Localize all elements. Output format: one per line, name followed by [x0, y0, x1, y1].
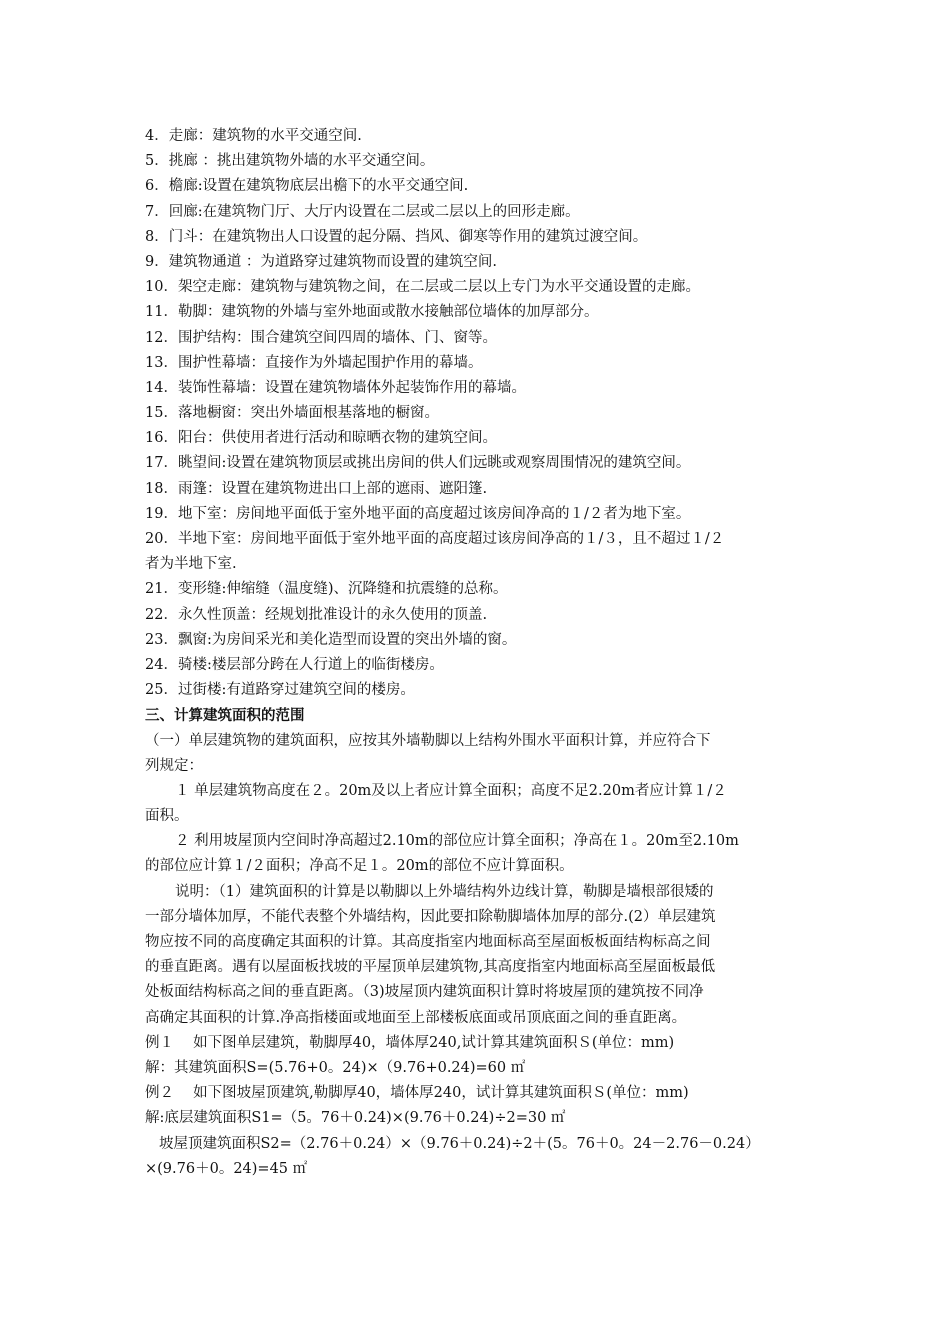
definition-item-21: 21．变形缝:伸缩缝（温度缝)、沉降缝和抗震缝的总称。 — [145, 581, 508, 598]
definition-item-25: 25．过街楼:有道路穿过建筑空间的楼房。 — [145, 682, 415, 699]
document-page — [145, 124, 810, 1182]
definition-item-14: 14．装饰性幕墙：设置在建筑物墙体外起装饰作用的幕墙。 — [145, 379, 526, 396]
explanation-line-3: 物应按不同的高度确定其面积的计算。其高度指室内地面标高至屋面板板面结构标高之间 — [145, 934, 711, 950]
definition-item-23: 23．飘窗:为房间采光和美化造型而设置的突出外墙的窗。 — [145, 631, 517, 648]
definition-item-10: 10．架空走廊：建筑物与建筑物之间，在二层或二层以上专门为水平交通设置的走廊。 — [145, 279, 700, 296]
definition-item-18: 18．雨篷：设置在建筑物进出口上部的遮雨、遮阳篷. — [145, 480, 488, 497]
definition-item-13: 13．围护性幕墙：直接作为外墙起围护作用的幕墙。 — [145, 354, 483, 371]
example-2-answer-line-2: 坡屋顶建筑面积S2=（2.76＋0.24）×（9.76＋0.24)÷2＋(5。76＋0。24－2.76－0.24） — [159, 1135, 760, 1152]
definition-item-5: 5．挑廊 ：挑出建筑物外墙的水平交通空间。 — [145, 153, 435, 170]
definition-item-20: 20．半地下室：房间地平面低于室外地平面的高度超过该房间净高的１/３，且不超过１/２ — [145, 531, 725, 547]
example-2-question: 例２ 如下图坡屋顶建筑,勒脚厚40，墙体厚240，试计算其建筑面积Ｓ(单位：mm) — [145, 1085, 689, 1102]
explanation-line-1: 说明：（1）建筑面积的计算是以勒脚以上外墙结构外边线计算，勒脚是墙根部很矮的 — [175, 883, 714, 900]
example-2-answer-line-3: ×(9.76＋0。24)=45 ㎡ — [145, 1160, 308, 1177]
definition-item-22: 22．永久性顶盖：经规划批准设计的永久使用的顶盖. — [145, 606, 488, 623]
example-2-answer-line-1: 解:底层建筑面积S1=（5。76＋0.24)×(9.76＋0.24)÷2=30 ㎡ — [145, 1110, 566, 1127]
definition-item-8: 8．门斗：在建筑物出人口设置的起分隔、挡风、御寒等作用的建筑过渡空间。 — [145, 228, 648, 245]
definition-item-15: 15．落地橱窗：突出外墙面根基落地的橱窗。 — [145, 405, 439, 422]
rule-intro-line-2: 列规定： — [145, 757, 203, 774]
explanation-line-5: 处板面结构标高之间的垂直距离。（3)坡屋顶内建筑面积计算时将坡屋顶的建筑按不同净 — [145, 984, 704, 1001]
definition-item-17: 17．眺望间:设置在建筑物顶层或挑出房间的供人们远眺或观察周围情况的建筑空间。 — [145, 455, 691, 472]
definition-item-19: 19．地下室：房间地平面低于室外地平面的高度超过该房间净高的１/２者为地下室。 — [145, 505, 691, 522]
definition-item-7: 7．回廊:在建筑物门厅、大厅内设置在二层或二层以上的回形走廊。 — [145, 203, 580, 220]
definition-item-16: 16．阳台：供使用者进行活动和晾晒衣物的建筑空间。 — [145, 430, 497, 447]
definition-item-11: 11．勒脚：建筑物的外墙与室外地面或散水接触部位墙体的加厚部分。 — [145, 304, 599, 321]
explanation-line-2: 一部分墙体加厚，不能代表整个外墙结构，因此要扣除勒脚墙体加厚的部分.(2）单层建筑 — [145, 908, 716, 925]
explanation-line-6: 高确定其面积的计算.净高指楼面或地面至上部楼板底面或吊顶底面之间的垂直距离。 — [145, 1009, 687, 1026]
example-1-answer: 解：其建筑面积S=(5.76+0。24)×（9.76+0.24)=60 ㎡ — [145, 1059, 526, 1076]
definition-item-6: 6．檐廊:设置在建筑物底层出檐下的水平交通空间. — [145, 178, 469, 195]
definition-item-20-cont: 者为半地下室. — [145, 556, 237, 573]
rule-1-line-2: 面积。 — [145, 808, 189, 825]
rule-intro-line-1: （一）单层建筑物的建筑面积，应按其外墙勒脚以上结构外围水平面积计算，并应符合下 — [145, 732, 711, 749]
rule-2-line-2: 的部位应计算１/２面积；净高不足１。20m的部位不应计算面积。 — [145, 858, 574, 875]
definition-item-4: 4．走廊：建筑物的水平交通空间. — [145, 128, 362, 144]
explanation-line-4: 的垂直距离。遇有以屋面板找坡的平屋顶单层建筑物,其高度指室内地面标高至屋面板最低 — [145, 959, 716, 976]
section-heading: 三、计算建筑面积的范围 — [145, 707, 305, 725]
rule-2-line-1: ２ 利用坡屋顶内空间时净高超过2.10m的部位应计算全面积；净高在１。20m至2.10m — [175, 833, 739, 850]
definition-item-9: 9．建筑物通道 ：为道路穿过建筑物而设置的建筑空间. — [145, 253, 497, 270]
rule-1-line-1: １ 单层建筑物高度在２。20m及以上者应计算全面积；高度不足2.20m者应计算１/２ — [175, 782, 727, 799]
example-1-question: 例１ 如下图单层建筑，勒脚厚40，墙体厚240,试计算其建筑面积Ｓ(单位：mm) — [145, 1034, 675, 1051]
definition-item-12: 12．围护结构：围合建筑空间四周的墙体、门、窗等。 — [145, 329, 497, 346]
definition-item-24: 24．骑楼:楼层部分跨在人行道上的临街楼房。 — [145, 656, 444, 673]
